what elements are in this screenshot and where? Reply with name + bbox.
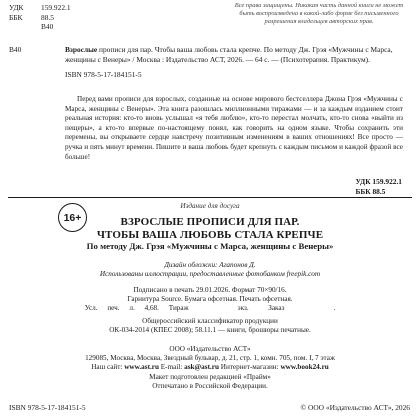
book-title (0, 216, 420, 241)
web-prefix: Наш сайт: (91, 363, 125, 372)
bbk-bottom: ББК 88.5 (355, 186, 386, 196)
shop-prefix: Интернет-магазин: (218, 363, 281, 372)
book-subtitle: По методу Дж. Грэя «Мужчины с Марса, женщины с Венеры» (86, 241, 334, 251)
print-specs (0, 286, 420, 314)
email-link[interactable]: ask@ast.ru (184, 363, 219, 372)
spec-line: Подписано в печать 29.01.2026. Формат 70×90/16. (133, 286, 287, 294)
udk-key: УДК (9, 3, 24, 12)
credit-line: Дизайн обложки: Агапонов Д. (164, 261, 256, 269)
annotation: Перед вами прописи для взрослых, созданные на основе мирового бестселлера Джона Грэя «Мужчины с Марса, женщины с Венеры». Эта книга разошлась миллионными тиражами — и за каждым изданием стоит реальная история: кто-то вновь услышал «я тебя люблю», кто-то перестал молчать, кто-то снова «выйти из пещеры», а кто-то впервые по-настоящему понял, как говорить на одном языке. Чтобы сохранить эти перемены, вы открываете сердце навстречу позитивным изменениям в ваших отношениях! Все просто — ручка и пять минут времени. Пишите и ваша любовь будет крепнуть с каждым письмом и каждой фразой все больше! (65, 95, 403, 161)
layout-line: Отпечатано в Российской Федерации. (152, 382, 268, 391)
bbk-value: 88.5 (41, 12, 54, 22)
udk-row (9, 3, 71, 13)
divider (8, 197, 412, 198)
spec-line: Гарнитура Source. Бумага офсетная. Печать офсетная. (127, 295, 293, 304)
biblio-record (65, 45, 400, 80)
biblio-bold-title: Взрослые (65, 45, 98, 54)
classifier-line: Общероссийский классификатор продукции (142, 317, 278, 325)
age-rating-badge: 16+ (58, 203, 87, 232)
website-link[interactable]: www.ast.ru (124, 363, 159, 372)
layout-info (0, 373, 420, 391)
author-mark-row (9, 22, 71, 32)
credit-line: Использованы иллюстрации, предоставленные фотобанком freepik.com (99, 270, 321, 279)
udk-bottom: УДК 159.922.1 (355, 177, 402, 186)
biblio-title (65, 45, 400, 64)
spec-line: Усл. печ. л. 4,68. Тираж экз. Заказ . (84, 304, 336, 313)
publisher-name: ООО «Издательство АСТ» (169, 345, 251, 353)
product-classifier (0, 317, 420, 335)
footer-copyright: © ООО «Издательство АСТ», 2026 (300, 403, 410, 412)
biblio-isbn: ISBN 978-5-17-184151-5 (65, 70, 142, 80)
author-mark-value: В40 (41, 22, 54, 32)
publisher-contacts (0, 363, 420, 372)
classifier-line: ОК-034-2014 (КПЕС 2008); 58.11.1 — книги, брошюры печатные. (109, 326, 311, 335)
udk-block (9, 3, 71, 32)
title-line: ЧТОБЫ ВАША ЛЮБОВЬ СТАЛА КРЕПЧЕ (96, 228, 324, 241)
publisher-address: 129085, Москва, Москва, Звездный бульвар, д. 21, стр. 1, комн. 705, пом. I, 7 этаж (85, 354, 335, 363)
udk-value: 159.922.1 (41, 3, 71, 12)
email-prefix: E-mail: (158, 363, 185, 372)
publisher-info (0, 345, 420, 373)
biblio-code: В40 (9, 45, 22, 54)
rights-notice: Все права защищены. Никакая часть данной книги не может быть воспроизведена в какой-либо форме без письменного разрешения владельцев авторских прав. (234, 2, 404, 26)
title-line: ВЗРОСЛЫЕ ПРОПИСИ ДЛЯ ПАР. (120, 216, 300, 228)
bbk-key: ББК (9, 12, 23, 22)
shop-link[interactable]: www.book24.ru (280, 363, 329, 372)
udk-bottom-block (355, 177, 402, 196)
biblio-title-rest: прописи для пар. Чтобы ваша любовь стала крепче. По методу Дж. Грэя «Мужчины с Марса, женщины с Венеры» / Москва : Издательство АСТ, 2026. — 64 с. — (Психотерапия. Практикум). (65, 45, 393, 64)
author-mark-key (9, 22, 41, 32)
edition-label: Издание для досуга (180, 202, 240, 210)
bbk-row (9, 13, 71, 23)
layout-line: Макет подготовлен редакцией «Прайм» (149, 373, 271, 381)
footer-isbn: ISBN 978-5-17-184151-5 (9, 403, 86, 412)
credits (0, 261, 420, 279)
